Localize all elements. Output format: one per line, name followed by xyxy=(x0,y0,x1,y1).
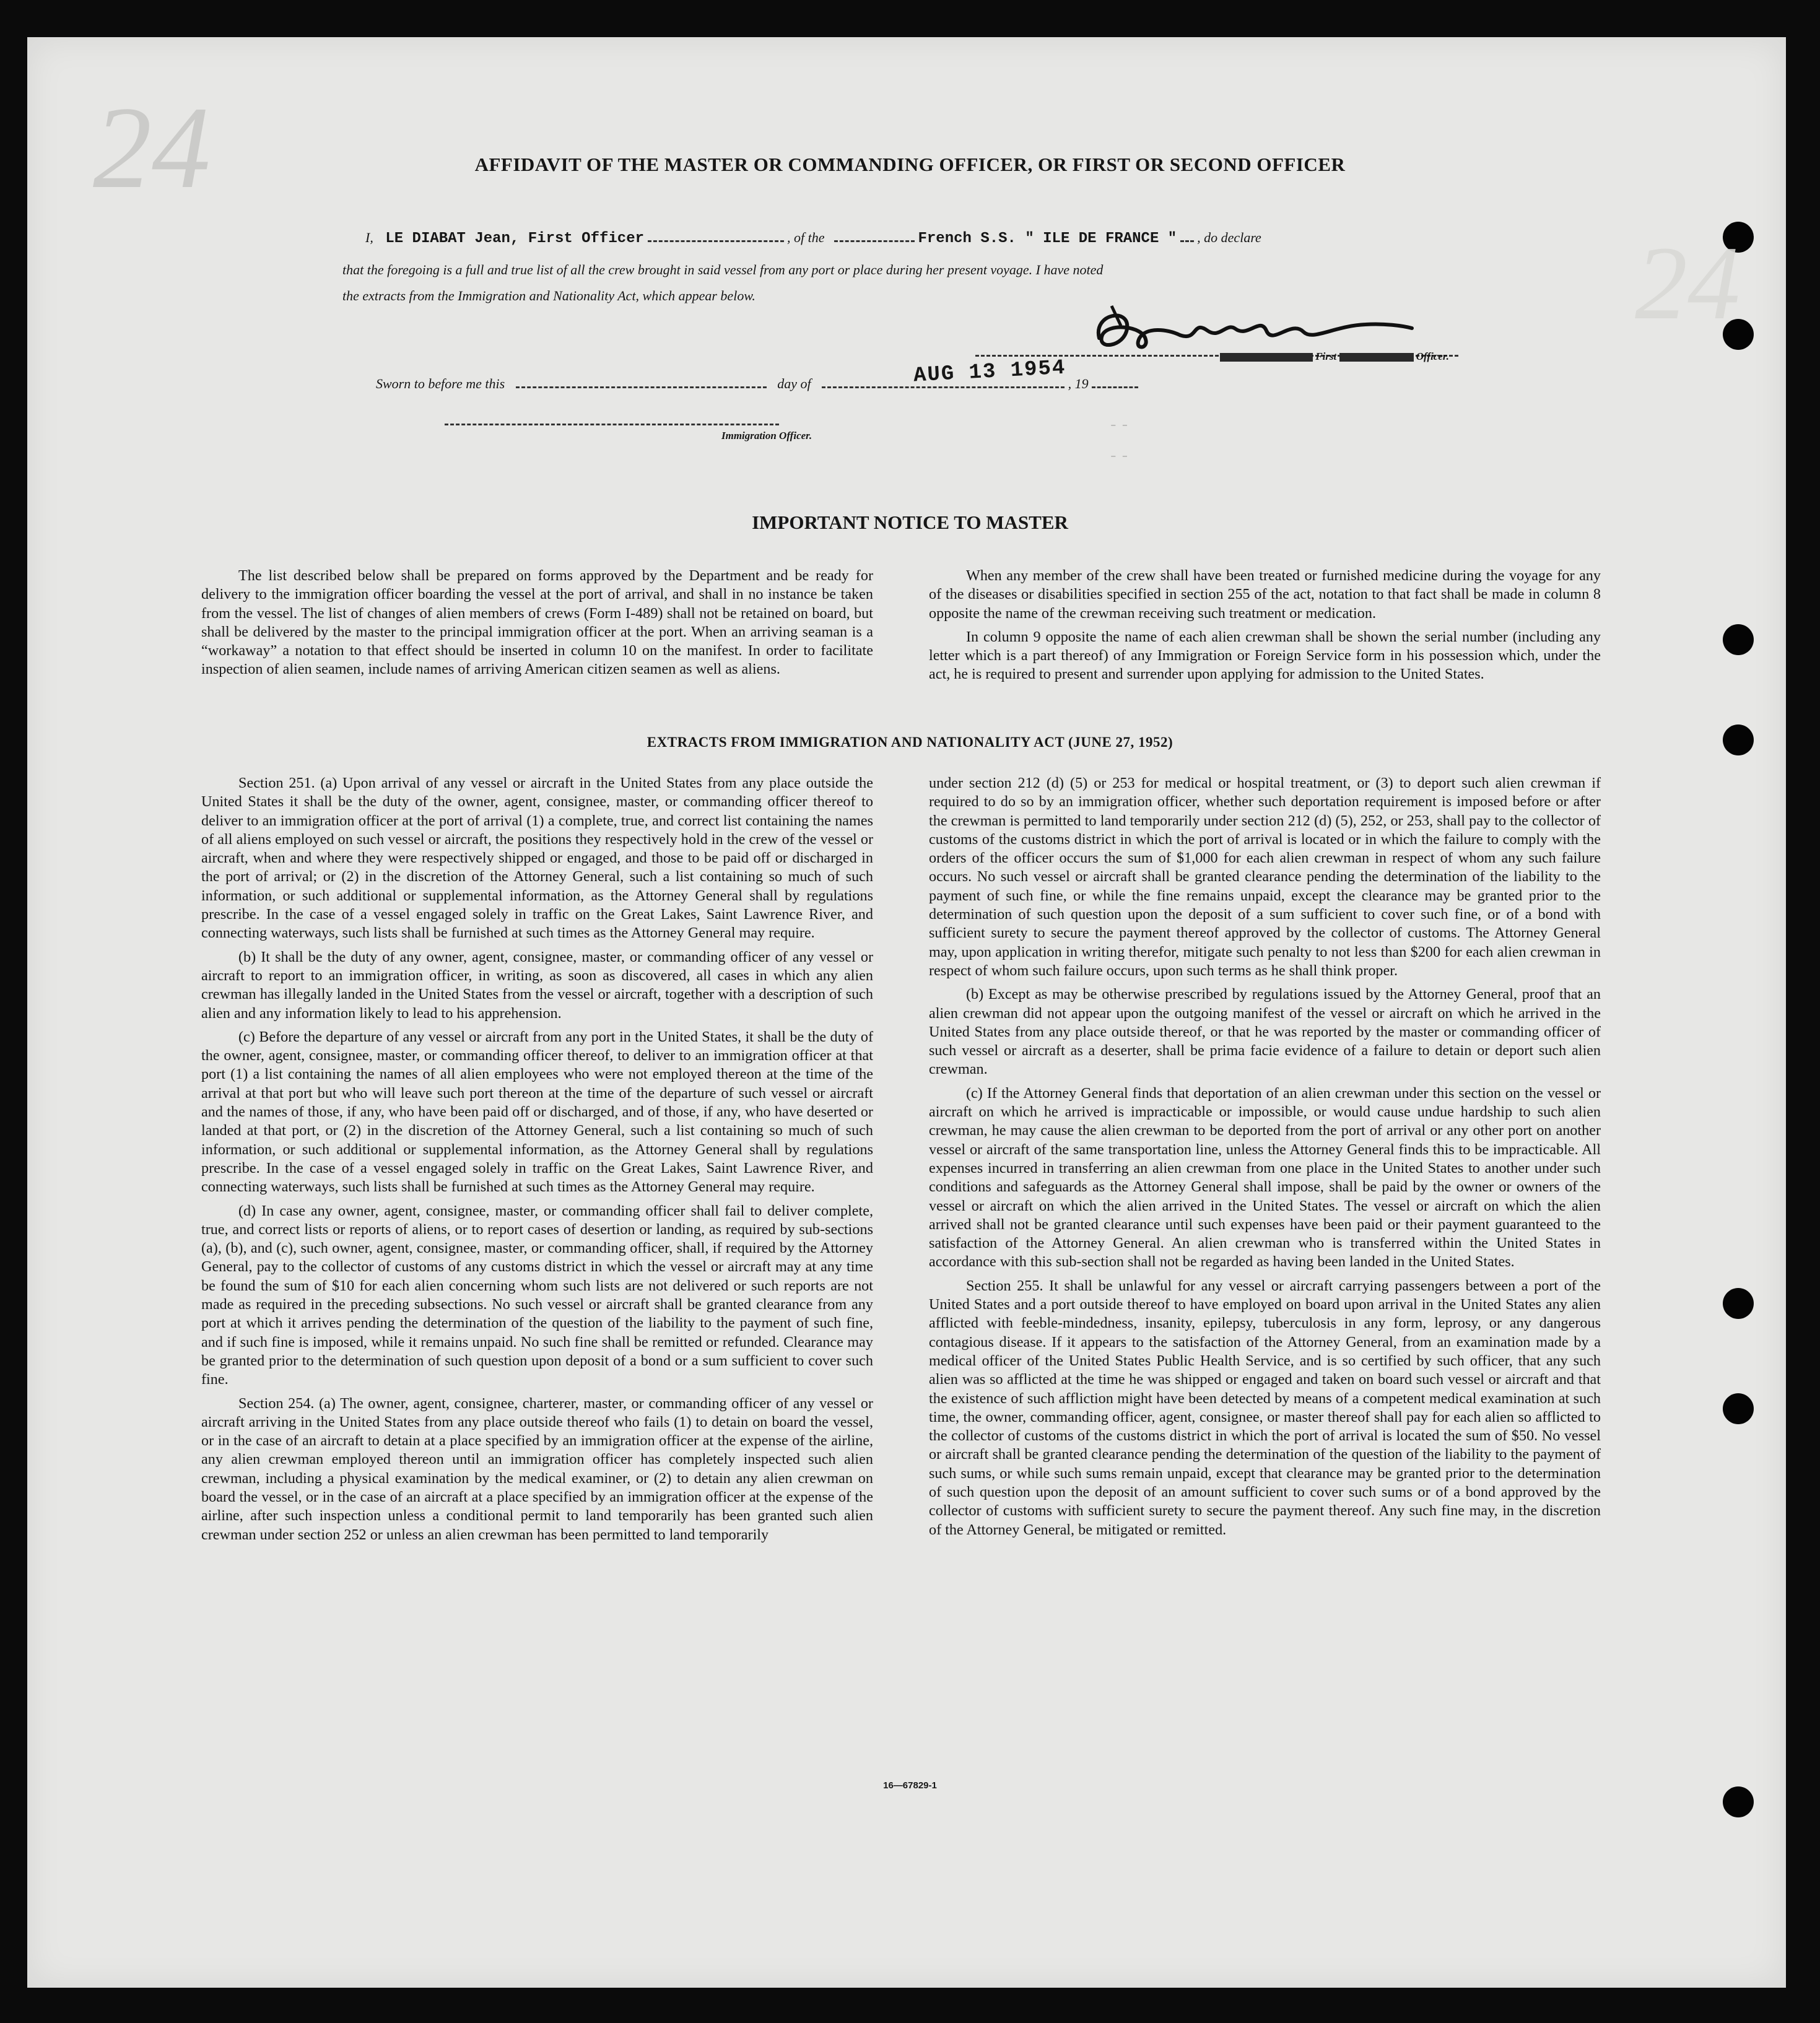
fill-line xyxy=(834,228,915,242)
immigration-officer-line xyxy=(445,411,779,429)
section-paragraph: under section 212 (d) (5) or 253 for medical or hospital treatment, or (3) to deport such alien crewman if required to do so by an immigration officer, whether such deportation requirement is imposed before or after the crewman is permitted to land temporarily under section 212 (d) (5), 252, or 253, shall pay to the collector of customs of the customs district in which the port of arrival is located or in which the failure to comply with the orders of the officer occurs the sum of $1,000 for each alien crewman in respect of whom any such failure occurs. No such vessel or aircraft shall be granted clearance pending the determination of the liability to the payment of such fine, or while the fine remains unpaid, except the clearance may be granted prior to the determination of such question upon the deposit of a sum sufficient to cover such fine, or of a bond with sufficient surety to secure the payment thereof approved by the collector of customs. The Attorney General may, upon application in writing therefor, mitigate such penalty to not less than $200 for each alien crewman in respect of whom such failure occurs, upon such terms as he shall think proper. xyxy=(929,775,1601,979)
struck-text xyxy=(1339,353,1414,362)
punch-hole xyxy=(1723,1393,1754,1424)
affidavit-lead: I, xyxy=(365,230,373,245)
section-paragraph: Section 254. (a) The owner, agent, consignee, charterer, master, or commanding officer of any vessel or aircraft arriving in the United States from any place outside thereof who fails (1) to detain on board the vessel, or in the case of an aircraft to detain at a place specified by an immigration officer at the expense of the airline, any alien crewman employed thereon until an immigration officer has completely inspected such alien crewman, including a physical examination by the medical examiner, or (2) to detain any alien crewman on board the vessel, or in the case of an aircraft at a place specified by an immigration officer at the expense of the airline, after such inspection unless a conditional permit to land temporarily has been granted such alien crewman under section 252 or unless an alien crewman has been permitted to land temporarily xyxy=(201,1394,873,1543)
extracts-left-column xyxy=(201,774,873,1549)
fill-line xyxy=(445,411,779,425)
section-paragraph: (c) Before the departure of any vessel or aircraft from any port in the United States, it shall be the duty of the owner, agent, consignee, master, or commanding officer thereof, to deliver to an immigration officer at that port (1) a list containing the names of all alien employees who were not employed thereon at the time of the arrival at that port but who will leave such port thereon at the time of the departure of such vessel or aircraft and the names of those, if any, who have been paid off or discharged, and of those, if any, who have deserted or landed at that port, or (2) in the discretion of the Attorney General, such a list containing so much of such information, or such additional or supplemental information, as the Attorney General shall by regulations prescribe. In the case of a vessel engaged solely in traffic on the Great Lakes, Saint Lawrence River, and connecting waterways, such lists shall be furnished at such times as the Attorney General may require. xyxy=(201,1028,873,1196)
day-of-text: day of xyxy=(777,376,811,391)
section-paragraph: (c) If the Attorney General finds that deportation of an alien crewman under this section on the vessel or aircraft on which he arrived is impracticable or impossible, or would cause undue hardship to such alien crewman, he may cause the alien crewman to be deported from the port of arrival or any other port on another vessel or aircraft of the same transportation line, unless the Attorney General finds this to be impracticable. All expenses incurred in transferring an alien crewman from one place in the United States to another under such conditions and safeguards as the Attorney General shall impose, shall be paid by the owner or owners of the vessel or aircraft on which the alien arrived in the United States. The vessel or aircraft on which the alien arrived shall not be granted clearance until such expenses have been paid or their payment guaranteed to the satisfaction of the Attorney General. An alien crewman who is transferred within the United States in accordance with this sub-section shall not be regarded as having been landed in the United States. xyxy=(929,1084,1601,1271)
section-paragraph: Section 251. (a) Upon arrival of any vessel or aircraft in the United States from any place outside the United States it shall be the duty of the owner, agent, consignee, master, or commanding officer thereof to deliver to an immigration officer at the port of arrival (1) a complete, true, and correct list containing the names of all aliens employed on such vessel or aircraft, the positions they respectively hold in the crew of the vessel or aircraft, when and where they were respectively shipped or engaged, and those to be paid off or discharged in the port of arrival; or (2) in the discretion of the Attorney General, such a list containing so much of such information, or such additional or supplemental information, as the Attorney General shall by regulations prescribe. In the case of a vessel engaged solely in traffic on the Great Lakes, Saint Lawrence River, and connecting waterways, such lists shall be furnished at such times as the Attorney General may require. xyxy=(201,775,873,942)
form-code: 16—67829-1 xyxy=(883,1780,937,1791)
immigration-officer-label: Immigration Officer. xyxy=(721,430,812,442)
punch-hole xyxy=(1723,1786,1754,1817)
fill-line xyxy=(1092,374,1138,388)
of-the-text: , of the xyxy=(787,230,825,245)
extracts-title: EXTRACTS FROM IMMIGRATION AND NATIONALITY ACT (JUNE 27, 1952) xyxy=(647,734,1173,750)
date-stamp: AUG 13 1954 xyxy=(913,356,1067,388)
officer-label xyxy=(1220,350,1449,363)
affidavit-title: AFFIDAVIT OF THE MASTER OR COMMANDING OFFICER, OR FIRST OR SECOND OFFICER xyxy=(474,154,1346,175)
notice-right-column xyxy=(929,567,1601,689)
affidavit-line-3: the extracts from the Immigration and Nationality Act, which appear below. xyxy=(342,288,755,303)
section-paragraph: Section 255. It shall be unlawful for any vessel or aircraft carrying passengers between a port of the United States and a port outside thereof to have employed on board upon arrival in the United States any alien afflicted with feeble-mindedness, insanity, epilepsy, tuberculosis in any form, leprosy, or any dangerous contagious disease. If it appears to the satisfaction of the Attorney General, from an examination made by a medical officer of the United States Public Health Service, and is so certified by such officer, that any such alien was so afflicted at the time he was shipped or engaged and taken on board such vessel or aircraft and that the existence of such affliction might have been detected by means of a competent medical examination at such time, the owner, commanding officer, agent, consignee, or master thereof shall pay for each alien so afflicted to the collector of customs of the customs district in which the port of arrival is located the sum of $50. No vessel or aircraft shall be granted clearance pending the determination of the question of the liability to the payment of such sums, or while such sums remain unpaid, except that clearance may be granted prior to the determination of such question upon the deposit of an amount sufficient to cover such sums or of a bond approved by the collector of customs with sufficient surety to secure the payment thereof. Any such fine may, in the discretion of the Attorney General, be mitigated or remitted. xyxy=(929,1277,1601,1538)
extracts-right-column xyxy=(929,774,1601,1544)
fill-line xyxy=(1180,228,1194,242)
declarant-name: LE DIABAT Jean, First Officer xyxy=(385,230,644,247)
affidavit-line-2: that the foregoing is a full and true list of all the crew brought in said vessel from any port or place during her present voyage. I have noted xyxy=(342,262,1104,277)
fill-line xyxy=(648,228,784,242)
notice-left-paragraph: The list described below shall be prepared on forms approved by the Department and be ready for delivery to the immigration officer boarding the vessel at the port of arrival, and shall in no instance be taken from the vessel. The list of changes of alien members of crews (Form I-489) shall not be retained on board, but shall be delivered by the master to the principal immigration officer at the port. When an arriving seaman is a “workaway” a notation to that effect should be inserted in column 10 on the manifest. In order to facilitate inspection of alien seamen, include names of arriving American citizen seamen as well as aliens. xyxy=(201,567,873,678)
do-declare-text: , do declare xyxy=(1197,230,1261,245)
year-prefix: , 19 xyxy=(1068,376,1089,391)
notice-right-paragraph: When any member of the crew shall have been treated or furnished medicine during the voyage for any of the diseases or disabilities specified in section 255 of the act, notation to that fact shall be made in column 8 opposite the name of the crewman receiving such treatment or medication. xyxy=(929,567,1601,622)
punch-hole xyxy=(1723,624,1754,655)
page-number-mark: 24 xyxy=(93,83,211,213)
punch-hole xyxy=(1723,1288,1754,1319)
page-number-mark: 24 xyxy=(1635,225,1740,341)
fill-line xyxy=(516,374,767,388)
struck-text xyxy=(1220,353,1313,362)
section-paragraph: (b) It shall be the duty of any owner, agent, consignee, master, or commanding officer of any vessel or aircraft to report to an immigration officer, in writing, as soon as discovered, all cases in which any alien crewman has illegally landed in the United States from the vessel or aircraft, together with a description of such alien and any information likely to lead to his apprehension. xyxy=(201,948,873,1022)
section-paragraph: (b) Except as may be otherwise prescribed by regulations issued by the Attorney General, proof that an alien crewman did not appear upon the outgoing manifest of the vessel or aircraft on which he arrived in the United States from any place outside thereof, or that he was reported by the master or commanding officer of such vessel or aircraft as a deserter, shall be prima facie evidence of a failure to detain or deport such alien crewman. xyxy=(929,986,1601,1078)
sworn-text: Sworn to before me this xyxy=(376,376,505,391)
notice-title: IMPORTANT NOTICE TO MASTER xyxy=(752,511,1068,533)
affidavit-line-1 xyxy=(365,228,1261,247)
section-paragraph: (d) In case any owner, agent, consignee, master, or commanding officer shall fail to deliver complete, true, and correct lists or reports of aliens, or to report cases of desertion or landing, as required by sub-sections (a), (b), and (c), such owner, agent, consignee, master, or commanding officer, shall, if required by the Attorney General, pay to the collector of customs of any customs district in which the vessel or aircraft may at any time be found the sum of $10 for each alien concerning whom such lists are not delivered or such reports are not made as required in the preceding subsections. No such vessel or aircraft shall be granted clearance from any port at which it arrives pending the determination of the question of the liability to the payment of such fine, and if such fine is imposed, while it remains unpaid. No such fine shall be remitted or refunded. Clearance may be granted prior to the determination of such question upon deposit of a bond or a sum sufficient to cover such fine. xyxy=(201,1202,873,1388)
bleed-through-mark: -- xyxy=(1108,447,1132,466)
notice-left-column xyxy=(201,567,873,684)
vessel-name: French S.S. " ILE DE FRANCE " xyxy=(918,230,1177,247)
notice-right-paragraph: In column 9 opposite the name of each alien crewman shall be shown the serial number (including any letter which is a part thereof) of any Immigration or Foreign Service form in his possession which, under the act, he is required to present and surrender upon applying for admission to the United States. xyxy=(929,628,1601,683)
officer-first-label: First xyxy=(1315,350,1337,362)
officer-label-text: Officer. xyxy=(1416,350,1449,362)
bleed-through-mark: -- xyxy=(1108,416,1132,435)
